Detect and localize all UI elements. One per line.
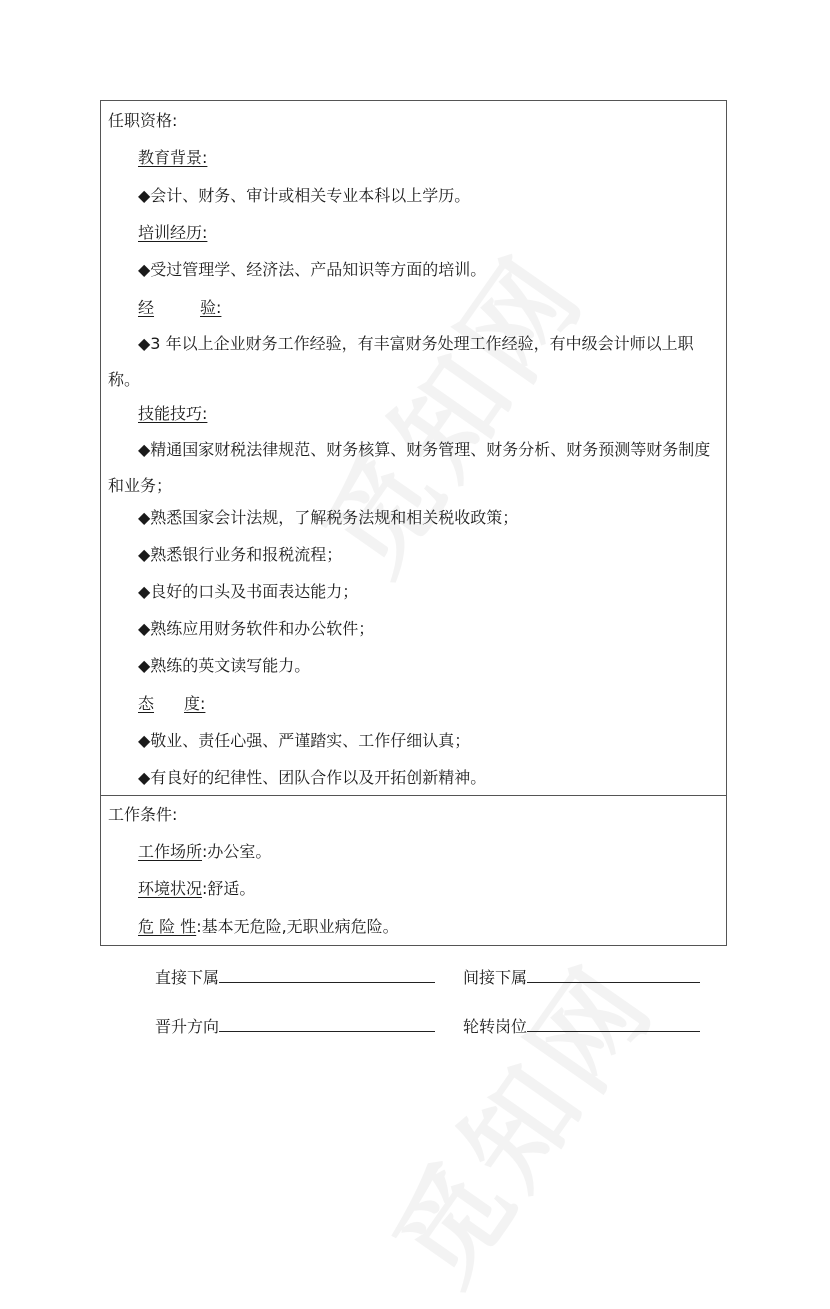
experience-label-a: 经 bbox=[138, 298, 155, 317]
experience-item: ◆3 年以上企业财务工作经验，有丰富财务处理工作经验，有中级会计师以上职称。 bbox=[108, 334, 694, 389]
workplace-value: :办公室。 bbox=[202, 842, 272, 861]
skills-item: ◆熟悉银行业务和报税流程； bbox=[138, 545, 343, 564]
attitude-label bbox=[138, 692, 205, 716]
direct-report-blank[interactable] bbox=[219, 968, 435, 983]
attitude-label-b: 度: bbox=[184, 694, 206, 713]
rotation-blank[interactable] bbox=[527, 1017, 700, 1032]
hazard-value: :基本无危险,无职业病危险。 bbox=[196, 917, 399, 936]
rotation-label: 轮转岗位 bbox=[463, 1017, 528, 1036]
rotation-field bbox=[463, 1015, 700, 1039]
skills-item: ◆良好的口头及书面表达能力； bbox=[138, 582, 359, 601]
workplace-label: 工作场所 bbox=[138, 842, 203, 861]
education-label: 教育背景: bbox=[138, 148, 208, 167]
training-item: ◆受过管理学、经济法、产品知识等方面的培训。 bbox=[138, 260, 487, 279]
direct-report-label: 直接下属 bbox=[155, 968, 220, 987]
promotion-blank[interactable] bbox=[219, 1017, 435, 1032]
environment-value: :舒适。 bbox=[202, 879, 256, 898]
promotion-label: 晋升方向 bbox=[155, 1017, 220, 1036]
indirect-report-label: 间接下属 bbox=[463, 968, 528, 987]
skills-item: ◆精通国家财税法律规范、财务核算、财务管理、财务分析、财务预测等财务制度和业务； bbox=[108, 440, 711, 495]
conditions-title: 工作条件: bbox=[108, 805, 178, 824]
experience-label bbox=[138, 296, 222, 320]
indirect-report-blank[interactable] bbox=[527, 968, 700, 983]
hazard-label: 危 险 性 bbox=[138, 917, 197, 936]
training-label: 培训经历: bbox=[138, 223, 208, 242]
experience-label-b: 验: bbox=[200, 298, 222, 317]
attitude-label-a: 态 bbox=[138, 694, 155, 713]
environment-row bbox=[138, 877, 255, 901]
skills-item: ◆熟悉国家会计法规，了解税务法规和相关税收政策； bbox=[138, 508, 519, 527]
promotion-field bbox=[155, 1015, 435, 1039]
attitude-item: ◆有良好的纪律性、团队合作以及开拓创新精神。 bbox=[138, 768, 487, 787]
environment-label: 环境状况 bbox=[138, 879, 203, 898]
indirect-report-field bbox=[463, 966, 700, 990]
workplace-row bbox=[138, 840, 271, 864]
qualifications-title: 任职资格: bbox=[108, 111, 178, 130]
skills-label: 技能技巧: bbox=[138, 404, 208, 423]
attitude-item: ◆敬业、责任心强、严谨踏实、工作仔细认真； bbox=[138, 731, 471, 750]
skills-item: ◆熟练的英文读写能力。 bbox=[138, 656, 311, 675]
hazard-row bbox=[138, 915, 399, 939]
education-item: ◆会计、财务、审计或相关专业本科以上学历。 bbox=[138, 186, 471, 205]
skills-item: ◆熟练应用财务软件和办公软件； bbox=[138, 619, 375, 638]
direct-report-field bbox=[155, 966, 435, 990]
